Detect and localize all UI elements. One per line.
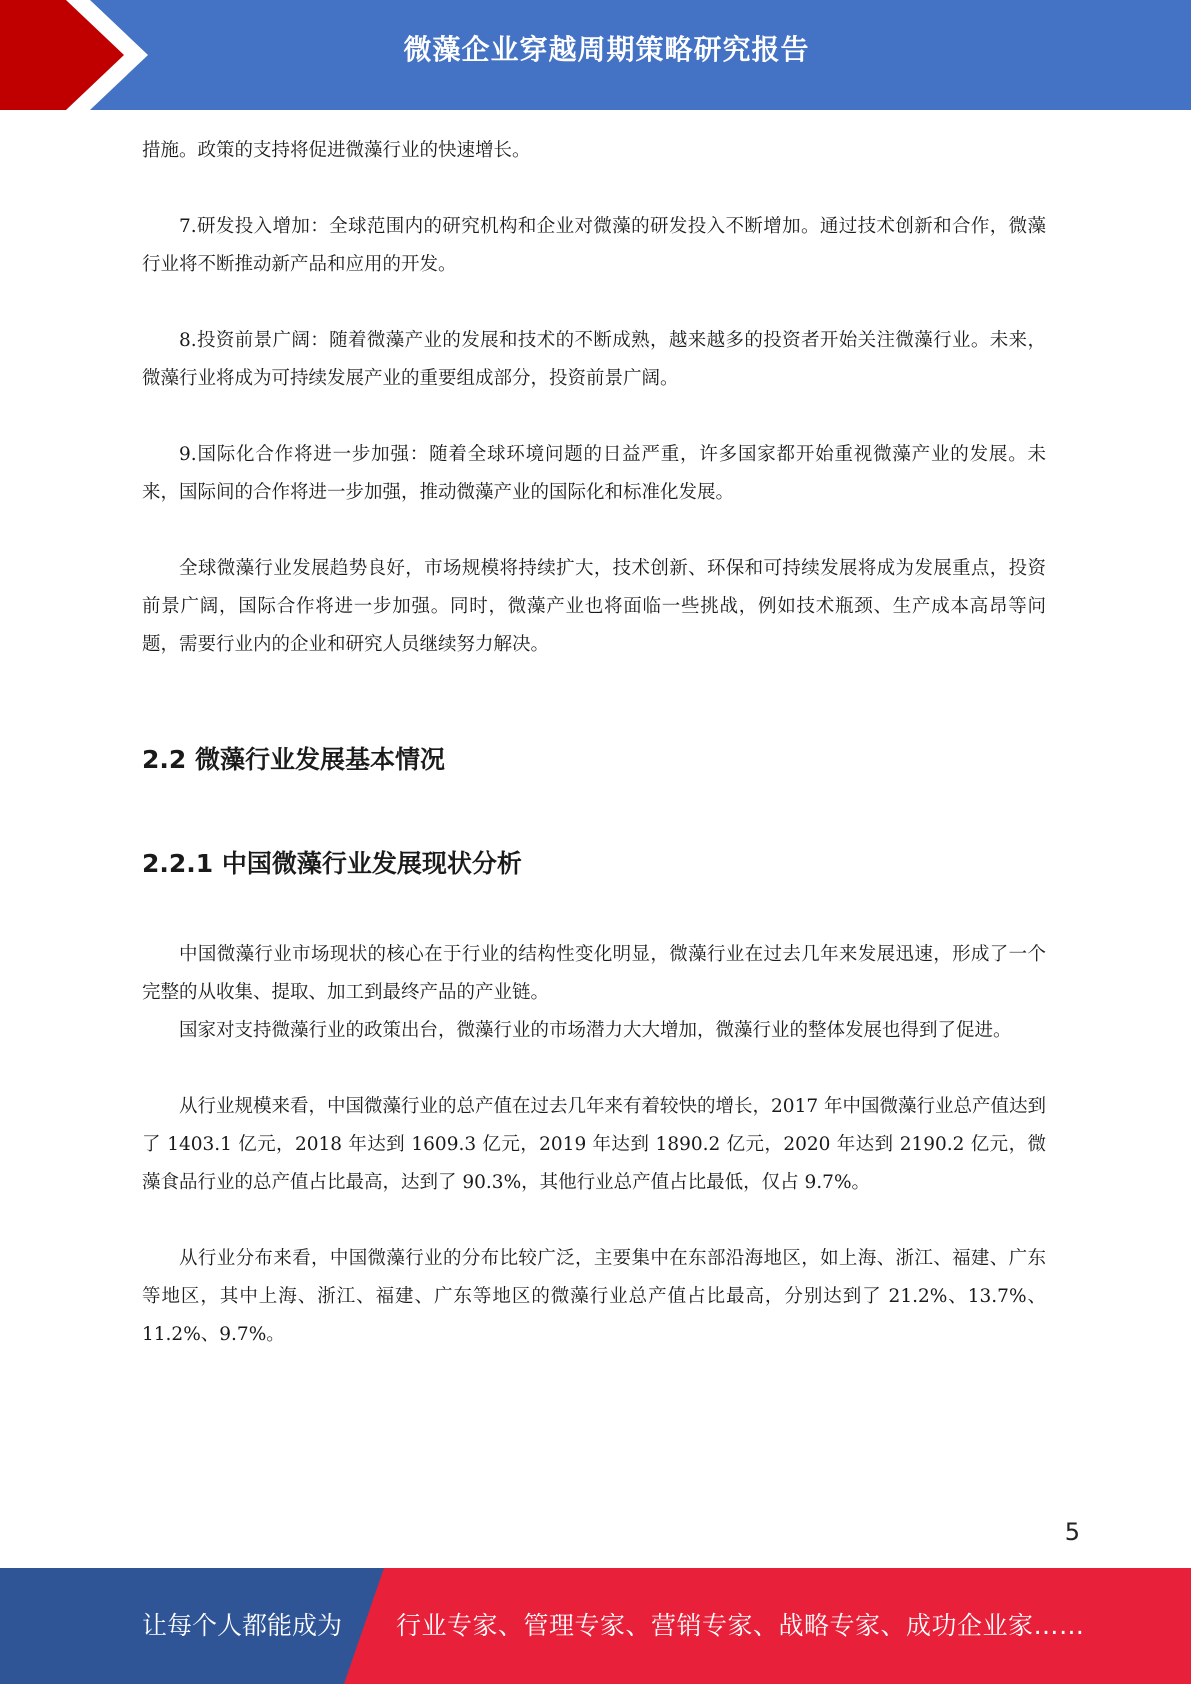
- footer-slogan-left: 让每个人都能成为: [142, 1611, 343, 1640]
- document-title: 微藻企业穿越周期策略研究报告: [403, 33, 810, 66]
- paragraph-point-8: 8.投资前景广阔：随着微藻产业的发展和技术的不断成熟，越来越多的投资者开始关注微藻行业。未来，微藻行业将成为可持续发展产业的重要组成部分，投资前景广阔。: [142, 330, 1046, 389]
- paragraph-industry-distribution: 从行业分布来看，中国微藻行业的分布比较广泛，主要集中在东部沿海地区，如上海、浙江、福建、广东等地区，其中上海、浙江、福建、广东等地区的微藻行业总产值占比最高，分别达到了 21.2%、13.7%、11.2%、9.7%。: [142, 1248, 1046, 1345]
- section-heading-2-2: 2.2 微藻行业发展基本情况: [142, 745, 445, 774]
- paragraph-industry-scale: 从行业规模来看，中国微藻行业的总产值在过去几年来有着较快的增长，2017 年中国微藻行业总产值达到了 1403.1 亿元，2018 年达到 1609.3 亿元，2019 年达到 1890.2 亿元，2020 年达到 2190.2 亿元，微藻食品行业的总产值占比最高，达到了 90.3%，其他行业总产值占比最低，仅占 9.7%。: [142, 1096, 1046, 1193]
- paragraph-continuation: 措施。政策的支持将促进微藻行业的快速增长。: [142, 140, 531, 161]
- paragraph-china-policy: 国家对支持微藻行业的政策出台，微藻行业的市场潜力大大增加，微藻行业的整体发展也得到了促进。: [179, 1020, 1012, 1041]
- page-footer: [0, 1568, 1191, 1684]
- paragraph-summary: 全球微藻行业发展趋势良好，市场规模将持续扩大，技术创新、环保和可持续发展将成为发展重点，投资前景广阔，国际合作将进一步加强。同时，微藻产业也将面临一些挑战，例如技术瓶颈、生产成本高昂等问题，需要行业内的企业和研究人员继续努力解决。: [142, 558, 1046, 655]
- page-header: [0, 0, 1191, 110]
- page-number: 5: [1064, 1518, 1080, 1546]
- paragraph-china-status: 中国微藻行业市场现状的核心在于行业的结构性变化明显，微藻行业在过去几年来发展迅速，形成了一个完整的从收集、提取、加工到最终产品的产业链。: [142, 944, 1046, 1003]
- section-heading-2-2-1: 2.2.1 中国微藻行业发展现状分析: [142, 849, 522, 878]
- paragraph-point-9: 9.国际化合作将进一步加强：随着全球环境问题的日益严重，许多国家都开始重视微藻产业的发展。未来，国际间的合作将进一步加强，推动微藻产业的国际化和标准化发展。: [142, 444, 1046, 503]
- footer-slogan-right: 行业专家、管理专家、营销专家、战略专家、成功企业家……: [396, 1611, 1085, 1640]
- page-content: [142, 132, 1046, 1354]
- paragraph-point-7: 7.研发投入增加：全球范围内的研究机构和企业对微藻的研发投入不断增加。通过技术创新和合作，微藻行业将不断推动新产品和应用的开发。: [142, 216, 1046, 275]
